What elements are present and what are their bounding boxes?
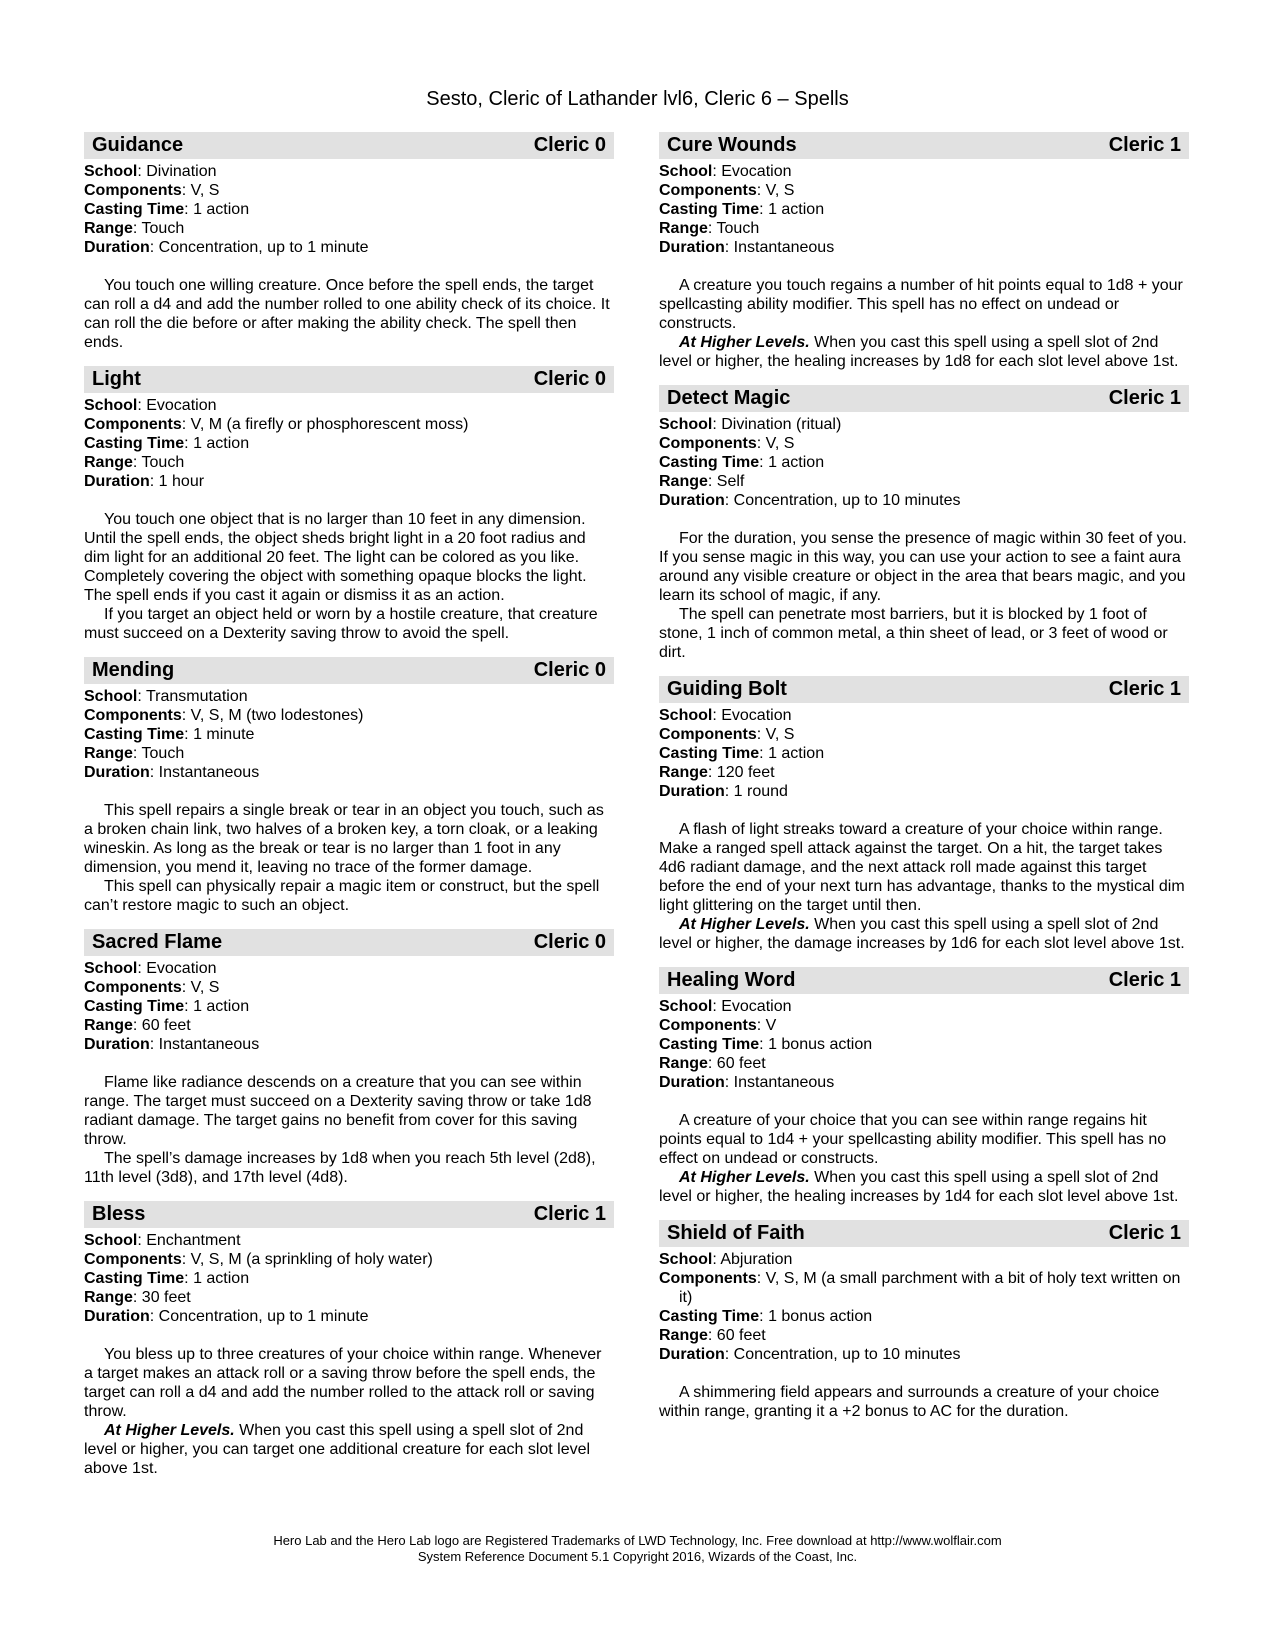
spell-name: Healing Word — [667, 969, 796, 991]
footer-copyright-line: System Reference Document 5.1 Copyright 2016, Wizards of the Coast, Inc. — [417, 1549, 858, 1564]
spell-description — [84, 1345, 614, 1478]
spell-class-level: Cleric 1 — [533, 1203, 606, 1225]
spell-paragraph — [84, 1073, 614, 1149]
spell-header — [84, 929, 614, 956]
spell-school-line: School: Transmutation — [84, 688, 248, 705]
stat-label: Casting Time — [659, 454, 760, 471]
paragraph-text: If you target an object held or worn by a hostile creature, that creature must succeed on a Dexterity saving throw to avoid the spell. — [84, 606, 598, 642]
spell-paragraph — [659, 333, 1189, 371]
stat-value: 1 action — [193, 435, 250, 452]
spell-casting-time-line: Casting Time: 1 action — [659, 454, 825, 471]
spell-duration-line: Duration: Concentration, up to 10 minutes — [659, 1346, 961, 1363]
stat-label: Casting Time — [659, 1036, 760, 1053]
stat-value: 60 feet — [141, 1017, 191, 1034]
spell-range-line: Range: 120 feet — [659, 764, 775, 781]
higher-levels-label: At Higher Levels. — [679, 1169, 810, 1186]
spell-components-line: Components: V, S, M (a small parchment with a bit of holy text written on it) — [659, 1270, 1181, 1306]
paragraph-text: You touch one willing creature. Once before the spell ends, the target can roll a d4 and add the number rolled to one ability check of its choice. It can roll the die before or after making the ability check. The spell then ends. — [84, 277, 610, 351]
spell-header — [659, 967, 1189, 994]
spell-card — [84, 1201, 614, 1478]
spell-paragraph — [84, 510, 614, 605]
stat-label: School — [659, 1251, 713, 1268]
paragraph-text: When you cast this spell using a spell slot of 2nd level or higher, the damage increases by 1d6 for each slot level above 1st. — [659, 916, 1185, 952]
paragraph-text: The spell’s damage increases by 1d8 when you reach 5th level (2d8), 11th level (3d8), and 17th level (4d8). — [84, 1150, 596, 1186]
spell-description — [84, 801, 614, 915]
spell-paragraph — [84, 605, 614, 643]
spell-range-line: Range: 30 feet — [84, 1289, 191, 1306]
spell-range-line: Range: Touch — [659, 220, 760, 237]
paragraph-text: For the duration, you sense the presence of magic within 30 feet of you. If you sense magic in this way, you can use your action to see a faint aura around any visible creature or object in the area that bears magic, and you learn its school of magic, if any. — [659, 530, 1187, 604]
paragraph-text: Flame like radiance descends on a creature that you can see within range. The target must succeed on a Dexterity saving throw or take 1d8 radiant damage. The target gains no benefit from cover for this saving throw. — [84, 1074, 592, 1148]
spell-range-line: Range: Touch — [84, 745, 185, 762]
stat-label: Components — [659, 1270, 757, 1287]
stat-label: School — [659, 707, 713, 724]
spell-range-line: Range: Touch — [84, 454, 185, 471]
spell-card — [659, 132, 1189, 371]
stat-label: Duration — [84, 1308, 150, 1325]
stat-label: Range — [84, 1017, 133, 1034]
paragraph-text: When you cast this spell using a spell slot of 2nd level or higher, you can target one additional creature for each slot level above 1st. — [84, 1422, 591, 1477]
stat-value: Concentration, up to 10 minutes — [733, 492, 961, 509]
stat-label: Duration — [659, 492, 725, 509]
paragraph-text: You bless up to three creatures of your choice within range. Whenever a target makes an attack roll or a saving throw before the spell ends, the target can roll a d4 and add the number rolled to the attack roll or saving throw. — [84, 1346, 602, 1420]
paragraph-text: A shimmering field appears and surrounds a creature of your choice within range, granting it a +2 bonus to AC for the duration. — [659, 1384, 1160, 1420]
stat-value: Self — [716, 473, 745, 490]
spell-duration-line: Duration: Instantaneous — [84, 1036, 260, 1053]
spell-class-level: Cleric 0 — [533, 931, 606, 953]
spell-school-line: School: Divination (ritual) — [659, 416, 842, 433]
spell-name: Detect Magic — [667, 387, 791, 409]
spell-paragraph — [659, 820, 1189, 915]
spell-card — [659, 1220, 1189, 1421]
stat-value: V, S — [765, 435, 795, 452]
stat-label: Range — [659, 220, 708, 237]
paragraph-text: When you cast this spell using a spell slot of 2nd level or higher, the healing increases by 1d8 for each slot level above 1st. — [659, 334, 1179, 370]
stat-value: Concentration, up to 1 minute — [158, 239, 369, 256]
spell-name: Sacred Flame — [92, 931, 223, 953]
spell-card — [659, 967, 1189, 1206]
stat-label: Casting Time — [659, 1308, 760, 1325]
stat-value: Instantaneous — [733, 1074, 835, 1091]
spell-school-line: School: Evocation — [84, 397, 217, 414]
stat-value: 1 hour — [158, 473, 205, 490]
spell-school-line: School: Evocation — [84, 960, 217, 977]
stat-value: V, S, M (two lodestones) — [190, 707, 364, 724]
spell-name: Light — [92, 368, 141, 390]
stat-label: Duration — [659, 1346, 725, 1363]
spell-casting-time-line: Casting Time: 1 action — [84, 201, 250, 218]
spell-duration-line: Duration: Instantaneous — [659, 239, 835, 256]
spell-casting-time-line: Casting Time: 1 action — [84, 435, 250, 452]
spell-duration-line: Duration: Instantaneous — [659, 1074, 835, 1091]
stat-label: Components — [659, 435, 757, 452]
spell-description — [659, 820, 1189, 953]
spell-components-line: Components: V, S — [84, 979, 220, 996]
stat-label: Components — [659, 726, 757, 743]
spell-components-line: Components: V, M (a firefly or phosphorescent moss) — [84, 416, 469, 433]
stat-value: 1 action — [193, 201, 250, 218]
stat-value: Instantaneous — [158, 1036, 260, 1053]
spell-card — [84, 132, 614, 352]
stat-label: Duration — [84, 1036, 150, 1053]
stat-label: Casting Time — [659, 201, 760, 218]
stat-value: V, S — [765, 182, 795, 199]
stat-value: Abjuration — [720, 1251, 793, 1268]
stat-label: School — [659, 416, 713, 433]
spell-description — [659, 1111, 1189, 1206]
stat-label: Casting Time — [84, 201, 185, 218]
stat-label: Casting Time — [84, 1270, 185, 1287]
spell-name: Cure Wounds — [667, 134, 797, 156]
stat-label: Duration — [84, 473, 150, 490]
spell-school-line: School: Evocation — [659, 707, 792, 724]
stat-value: Evocation — [721, 707, 792, 724]
spell-range-line: Range: Self — [659, 473, 745, 490]
stat-label: Components — [659, 1017, 757, 1034]
paragraph-text: A creature you touch regains a number of hit points equal to 1d8 + your spellcasting ability modifier. This spell has no effect on undead or constructs. — [659, 277, 1183, 332]
spell-range-line: Range: Touch — [84, 220, 185, 237]
spell-components-line: Components: V, S, M (two lodestones) — [84, 707, 364, 724]
spell-card — [84, 929, 614, 1187]
spell-name: Shield of Faith — [667, 1222, 805, 1244]
stat-value: 1 action — [768, 745, 825, 762]
spell-paragraph — [84, 801, 614, 877]
spell-header — [659, 132, 1189, 159]
stat-label: Range — [659, 1055, 708, 1072]
spell-description — [659, 1383, 1189, 1421]
stat-value: 1 minute — [193, 726, 255, 743]
higher-levels-label: At Higher Levels. — [104, 1422, 235, 1439]
spell-school-line: School: Divination — [84, 163, 217, 180]
spell-duration-line: Duration: 1 round — [659, 783, 788, 800]
stat-label: School — [84, 1232, 138, 1249]
stat-value: V, S, M (a small parchment with a bit of holy text written on it) — [679, 1270, 1181, 1306]
spell-components-line: Components: V, S — [659, 182, 795, 199]
spell-duration-line: Duration: Concentration, up to 1 minute — [84, 1308, 369, 1325]
stat-label: Range — [659, 764, 708, 781]
stat-value: V, S — [190, 979, 220, 996]
spell-paragraph — [84, 1345, 614, 1421]
spell-range-line: Range: 60 feet — [659, 1327, 766, 1344]
spell-class-level: Cleric 0 — [533, 659, 606, 681]
spell-paragraph — [84, 276, 614, 352]
stat-label: Range — [84, 1289, 133, 1306]
spell-name: Bless — [92, 1203, 146, 1225]
spell-components-line: Components: V, S — [84, 182, 220, 199]
stat-label: School — [84, 163, 138, 180]
page-title: Sesto, Cleric of Lathander lvl6, Cleric 6 – Spells — [426, 88, 849, 110]
stat-value: Concentration, up to 1 minute — [158, 1308, 369, 1325]
stat-value: Divination (ritual) — [721, 416, 842, 433]
spell-duration-line: Duration: Instantaneous — [84, 764, 260, 781]
stat-value: Evocation — [721, 163, 792, 180]
spell-casting-time-line: Casting Time: 1 action — [659, 201, 825, 218]
spell-paragraph — [659, 1383, 1189, 1421]
stat-value: Transmutation — [145, 688, 248, 705]
spell-header — [84, 366, 614, 393]
spell-description — [659, 529, 1189, 662]
stat-value: Concentration, up to 10 minutes — [733, 1346, 961, 1363]
stat-value: Touch — [141, 454, 185, 471]
stat-label: Casting Time — [659, 745, 760, 762]
spell-description — [84, 1073, 614, 1187]
spell-components-line: Components: V — [659, 1017, 777, 1034]
stat-value: 60 feet — [716, 1055, 766, 1072]
spell-description — [659, 276, 1189, 371]
stat-label: School — [84, 960, 138, 977]
spell-header — [659, 676, 1189, 703]
stat-value: 30 feet — [141, 1289, 191, 1306]
stat-label: Duration — [659, 1074, 725, 1091]
spell-header — [659, 385, 1189, 412]
stat-value: V — [765, 1017, 777, 1034]
stat-value: 60 feet — [716, 1327, 766, 1344]
spell-card — [84, 366, 614, 643]
spell-components-line: Components: V, S — [659, 435, 795, 452]
stat-value: Touch — [141, 220, 185, 237]
stat-label: Casting Time — [84, 435, 185, 452]
spell-paragraph — [659, 1111, 1189, 1168]
spell-description — [84, 276, 614, 352]
spell-casting-time-line: Casting Time: 1 minute — [84, 726, 255, 743]
spell-class-level: Cleric 1 — [1108, 134, 1181, 156]
footer-trademark-line: Hero Lab and the Hero Lab logo are Registered Trademarks of LWD Technology, Inc. Free download at http://www.wolflair.com — [273, 1533, 1002, 1548]
stat-label: Components — [84, 979, 182, 996]
paragraph-text: A creature of your choice that you can see within range regains hit points equal to 1d4 + your spellcasting ability modifier. This spell has no effect on undead or constructs. — [659, 1112, 1167, 1167]
stat-value: 1 action — [768, 201, 825, 218]
stat-label: Components — [84, 707, 182, 724]
stat-label: Components — [84, 1251, 182, 1268]
stat-value: V, M (a firefly or phosphorescent moss) — [190, 416, 469, 433]
spell-casting-time-line: Casting Time: 1 bonus action — [659, 1036, 873, 1053]
spell-paragraph — [659, 276, 1189, 333]
stat-label: Components — [84, 416, 182, 433]
spell-class-level: Cleric 1 — [1108, 387, 1181, 409]
spell-casting-time-line: Casting Time: 1 action — [659, 745, 825, 762]
spell-paragraph — [659, 605, 1189, 662]
stat-label: Range — [84, 220, 133, 237]
spell-casting-time-line: Casting Time: 1 action — [84, 998, 250, 1015]
spell-range-line: Range: 60 feet — [659, 1055, 766, 1072]
spell-paragraph — [659, 1168, 1189, 1206]
spell-column-right — [659, 132, 1189, 1435]
stat-value: 1 bonus action — [768, 1308, 873, 1325]
stat-label: Casting Time — [84, 726, 185, 743]
spell-duration-line: Duration: 1 hour — [84, 473, 205, 490]
spell-paragraph — [84, 1421, 614, 1478]
spell-class-level: Cleric 0 — [533, 134, 606, 156]
spell-paragraph — [84, 877, 614, 915]
stat-value: Evocation — [721, 998, 792, 1015]
spell-class-level: Cleric 1 — [1108, 969, 1181, 991]
stat-label: Range — [84, 454, 133, 471]
stat-value: V, S — [190, 182, 220, 199]
spell-name: Guiding Bolt — [667, 678, 787, 700]
stat-label: Range — [84, 745, 133, 762]
stat-label: School — [84, 397, 138, 414]
spell-card — [84, 657, 614, 915]
spell-duration-line: Duration: Concentration, up to 10 minutes — [659, 492, 961, 509]
paragraph-text: This spell repairs a single break or tear in an object you touch, such as a broken chain link, two halves of a broken key, a torn cloak, or a leaking wineskin. As long as the break or tear is no larger than 1 foot in any dimension, you mend it, leaving no trace of the former damage. — [84, 802, 604, 876]
stat-label: Duration — [84, 239, 150, 256]
stat-label: School — [659, 998, 713, 1015]
spell-school-line: School: Evocation — [659, 163, 792, 180]
spell-casting-time-line: Casting Time: 1 action — [84, 1270, 250, 1287]
spell-school-line: School: Abjuration — [659, 1251, 793, 1268]
stat-value: 1 action — [193, 1270, 250, 1287]
stat-value: Instantaneous — [158, 764, 260, 781]
spell-paragraph — [84, 1149, 614, 1187]
stat-value: Enchantment — [146, 1232, 241, 1249]
stat-value: Instantaneous — [733, 239, 835, 256]
spell-paragraph — [659, 529, 1189, 605]
spell-description — [84, 510, 614, 643]
stat-value: Evocation — [146, 960, 217, 977]
spell-name: Mending — [92, 659, 175, 681]
stat-value: Divination — [146, 163, 217, 180]
spell-duration-line: Duration: Concentration, up to 1 minute — [84, 239, 369, 256]
spell-name: Guidance — [92, 134, 184, 156]
spell-components-line: Components: V, S — [659, 726, 795, 743]
stat-label: Components — [659, 182, 757, 199]
spell-header — [84, 132, 614, 159]
stat-label: School — [84, 688, 138, 705]
stat-value: V, S — [765, 726, 795, 743]
spell-school-line: School: Evocation — [659, 998, 792, 1015]
stat-value: Touch — [716, 220, 760, 237]
spell-components-line: Components: V, S, M (a sprinkling of holy water) — [84, 1251, 433, 1268]
stat-value: Touch — [141, 745, 185, 762]
paragraph-text: You touch one object that is no larger than 10 feet in any dimension. Until the spell ends, the object sheds bright light in a 20 foot radius and dim light for an additional 20 feet. The light can be colored as you like. Completely covering the object with something opaque blocks the light. The spell ends if you cast it again or dismiss it as an action. — [84, 511, 587, 604]
spell-casting-time-line: Casting Time: 1 bonus action — [659, 1308, 873, 1325]
spell-header — [84, 1201, 614, 1228]
spell-header — [84, 657, 614, 684]
paragraph-text: A flash of light streaks toward a creature of your choice within range. Make a ranged spell attack against the target. On a hit, the target takes 4d6 radiant damage, and the next attack roll made against this target before the end of your next turn has advantage, thanks to the mystical dim light glittering on the target until then. — [659, 821, 1185, 914]
stat-label: Duration — [84, 764, 150, 781]
spell-paragraph — [659, 915, 1189, 953]
spell-school-line: School: Enchantment — [84, 1232, 241, 1249]
paragraph-text: This spell can physically repair a magic item or construct, but the spell can’t restore magic to such an object. — [84, 878, 600, 914]
stat-label: Duration — [659, 783, 725, 800]
spell-card — [659, 676, 1189, 953]
stat-label: Casting Time — [84, 998, 185, 1015]
spell-range-line: Range: 60 feet — [84, 1017, 191, 1034]
stat-value: 1 action — [193, 998, 250, 1015]
stat-label: Duration — [659, 239, 725, 256]
paragraph-text: When you cast this spell using a spell slot of 2nd level or higher, the healing increases by 1d4 for each slot level above 1st. — [659, 1169, 1179, 1205]
page-footer — [0, 1533, 1275, 1565]
stat-label: School — [659, 163, 713, 180]
spell-class-level: Cleric 0 — [533, 368, 606, 390]
stat-value: Evocation — [146, 397, 217, 414]
stat-label: Range — [659, 473, 708, 490]
spell-class-level: Cleric 1 — [1108, 678, 1181, 700]
stat-value: 1 round — [733, 783, 788, 800]
stat-value: 1 action — [768, 454, 825, 471]
stat-value: 120 feet — [716, 764, 775, 781]
higher-levels-label: At Higher Levels. — [679, 334, 810, 351]
spell-column-left — [84, 132, 614, 1492]
spell-card — [659, 385, 1189, 662]
stat-label: Components — [84, 182, 182, 199]
stat-value: V, S, M (a sprinkling of holy water) — [190, 1251, 433, 1268]
spell-class-level: Cleric 1 — [1108, 1222, 1181, 1244]
spell-header — [659, 1220, 1189, 1247]
stat-label: Range — [659, 1327, 708, 1344]
stat-value: 1 bonus action — [768, 1036, 873, 1053]
paragraph-text: The spell can penetrate most barriers, but it is blocked by 1 foot of stone, 1 inch of common metal, a thin sheet of lead, or 3 feet of wood or dirt. — [659, 606, 1168, 661]
higher-levels-label: At Higher Levels. — [679, 916, 810, 933]
